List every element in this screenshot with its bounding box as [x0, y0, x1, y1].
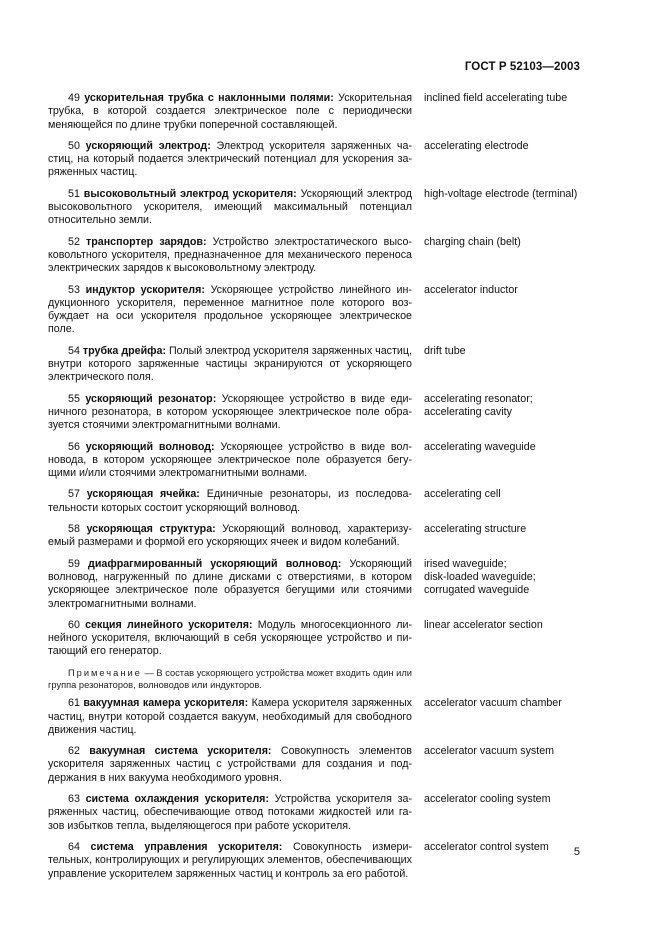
- term-definition: [48, 92, 412, 132]
- term-name: ускоряющий волновод:: [85, 440, 215, 453]
- term-name: ускоряющий резонатор:: [85, 392, 217, 405]
- term-entry-58: [0, 523, 661, 550]
- term-number: 63: [68, 793, 80, 806]
- term-number: 52: [68, 235, 80, 248]
- term-entry-51: [0, 188, 661, 228]
- term-english: drift tube: [424, 344, 466, 357]
- term-text: Ускоряющее устройство в виде единичного резонатора, в котором ускоряющее электрическое поле образуется стоячими электромагнитными волнами.: [48, 392, 412, 432]
- term-number: 61: [68, 697, 80, 710]
- term-definition: [48, 345, 412, 385]
- term-name: система управления ускорителя:: [90, 840, 283, 853]
- term-definition: [48, 841, 412, 881]
- note-label: Примечание: [68, 667, 142, 678]
- term-name: транспортер зарядов:: [86, 235, 207, 248]
- term-entry-59: [0, 558, 661, 611]
- term-english: inclined field accelerating tube: [424, 92, 568, 104]
- term-number: 51: [68, 187, 80, 200]
- term-english: charging chain (belt): [424, 235, 521, 248]
- term-name: ускоряющий электрод:: [85, 139, 211, 152]
- term-definition: [48, 441, 412, 481]
- note-text: [48, 667, 412, 692]
- term-number: 49: [68, 92, 80, 104]
- term-number: 57: [68, 488, 80, 501]
- term-text: Камера ускорителя заряженных частиц, внутри которой создается вакуум, необходимый для свободного движения частиц.: [48, 697, 412, 736]
- term-text: Совокупность измерительных, контролирующих и регулирующих элементов, обеспечивающих управление ускорителем заряженных частиц и контроль за его работой.: [48, 840, 412, 880]
- term-definition: [48, 619, 412, 659]
- note-block: [0, 667, 661, 692]
- term-english: accelerator cooling system: [424, 793, 551, 806]
- term-english: linear accelerator section: [424, 618, 543, 631]
- term-entry-64: [0, 841, 661, 881]
- term-definition: [48, 523, 412, 550]
- term-definition: [48, 188, 412, 228]
- term-text: Устройство электростатического высоковольтного ускорителя, предназначенное для механического переноса электрических зарядов к высоковольтному электроду.: [48, 235, 412, 275]
- term-number: 55: [68, 392, 80, 405]
- term-entry-56: [0, 441, 661, 481]
- term-entry-50: [0, 140, 661, 180]
- term-text: Ускоряющее устройство в виде волновода, в котором ускоряющее электрическое поле образуется бегущими и/или стоячими электромагнитными волнами.: [48, 440, 412, 480]
- term-name: система охлаждения ускорителя:: [85, 793, 269, 806]
- term-name: ускоряющая структура:: [86, 523, 216, 536]
- term-text: Полый электрод ускорителя заряженных частиц, внутри которого заряженные частицы экранируются от ускоряющего электрического поля.: [48, 344, 412, 384]
- term-number: 53: [68, 283, 80, 296]
- term-english: irised waveguide; disk-loaded waveguide; corrugated waveguide: [424, 557, 536, 597]
- term-text: Ускорительная трубка, в которой создается электрическое поле с периодически меняющейся по длине трубки поперечной составляющей.: [48, 92, 412, 131]
- term-english: accelerator vacuum chamber: [424, 697, 562, 710]
- term-name: ускорительная трубка с наклонными полями:: [84, 92, 334, 104]
- term-number: 58: [68, 523, 80, 536]
- term-text: Ускоряющий волновод, нагруженный по длине дисками с отверстиями, в котором ускоряющее электрическое поле образуется бегущими или стоячими электромагнитными волнами.: [48, 557, 412, 610]
- term-number: 59: [68, 557, 80, 570]
- term-definition: [48, 393, 412, 433]
- term-entry-55: [0, 393, 661, 433]
- term-number: 56: [68, 440, 80, 453]
- term-definition: [48, 140, 412, 180]
- term-definition: [48, 745, 412, 785]
- term-definition: [48, 236, 412, 276]
- term-english: accelerator inductor: [424, 283, 518, 296]
- term-definition: [48, 488, 412, 515]
- term-english: accelerating structure: [424, 523, 527, 536]
- term-english: accelerating resonator; accelerating cavity: [424, 392, 533, 418]
- term-name: вакуумная камера ускорителя:: [83, 697, 249, 710]
- document-header: ГОСТ Р 52103—2003: [464, 61, 580, 73]
- term-number: 62: [68, 745, 80, 758]
- term-definition: [48, 697, 412, 737]
- term-name: трубка дрейфа:: [82, 344, 166, 357]
- term-name: высоковольтный электрод ускорителя:: [83, 187, 297, 200]
- term-text: Модуль многосекционного линейного ускорителя, включающий в себя ускоряющее устройство и питающий его генератор.: [48, 618, 412, 658]
- term-definition: [48, 284, 412, 337]
- term-text: Совокупность элементов ускорителя заряженных частиц с устройствами для создания и поддержания в них вакуума необходимого уровня.: [48, 745, 412, 784]
- term-english: accelerating waveguide: [424, 440, 536, 453]
- note-body: — В состав ускоряющего устройства может входить один или группа резонаторов, волноводов или индукторов.: [48, 667, 412, 690]
- term-english: accelerating electrode: [424, 139, 529, 152]
- term-name: вакуумная система ускорителя:: [89, 745, 272, 758]
- term-entry-61: [0, 697, 661, 737]
- term-number: 54: [68, 344, 80, 357]
- term-entry-63: [0, 793, 661, 833]
- term-text: Электрод ускорителя заряженных частиц, на который подается электрический потенциал для ускорения заряженных частиц.: [48, 139, 412, 179]
- term-text: Ускоряющий волновод, характеризуемый размерами и формой его ускоряющих ячеек и видом колебаний.: [48, 523, 412, 549]
- term-text: Единичные резонаторы, из последовательности которых состоит ускоряющий волновод.: [48, 488, 412, 514]
- term-name: ускоряющая ячейка:: [86, 488, 200, 501]
- term-entry-53: [0, 284, 661, 337]
- term-entry-49: [0, 92, 661, 132]
- term-name: индуктор ускорителя:: [85, 283, 205, 296]
- term-number: 60: [68, 618, 80, 631]
- term-english: high-voltage electrode (terminal): [424, 187, 578, 200]
- term-name: диафрагмированный ускоряющий волновод:: [88, 557, 342, 570]
- term-text: Ускоряющее устройство линейного индукционного ускорителя, переменное магнитное поле которого возбуждает на оси ускорителя продольное ускоряющее электрическое поле.: [48, 283, 412, 336]
- terms-list: [0, 92, 661, 889]
- term-definition: [48, 793, 412, 833]
- term-english: accelerating cell: [424, 488, 501, 501]
- term-english: accelerator vacuum system: [424, 745, 555, 758]
- term-text: Ускоряющий электрод высоковольтного ускорителя, имеющий максимальный потенциал относительно земли.: [48, 187, 412, 227]
- term-number: 64: [68, 840, 80, 853]
- term-entry-62: [0, 745, 661, 785]
- term-entry-60: [0, 619, 661, 659]
- term-number: 50: [68, 139, 80, 152]
- term-name: секция линейного ускорителя:: [85, 618, 253, 631]
- term-text: Устройства ускорителя заряженных частиц, обеспечивающие отвод потоками жидкостей или газов избытков тепла, выделяющегося при работе ускорителя.: [48, 793, 412, 832]
- term-definition: [48, 558, 412, 611]
- term-english: accelerator control system: [424, 840, 549, 853]
- term-entry-52: [0, 236, 661, 276]
- page-number: 5: [573, 846, 580, 858]
- term-entry-57: [0, 488, 661, 515]
- term-entry-54: [0, 345, 661, 385]
